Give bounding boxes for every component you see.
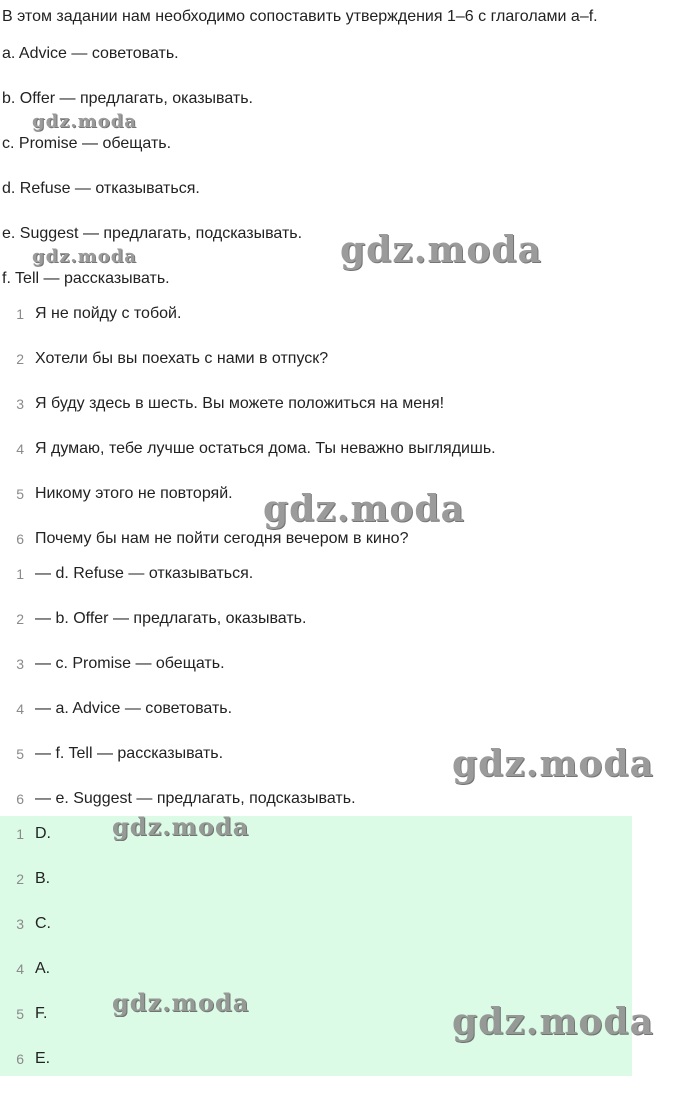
match-number: 3 <box>16 656 24 672</box>
statement-number: 3 <box>16 396 24 412</box>
match-number: 5 <box>16 746 24 762</box>
statement-number: 1 <box>16 306 24 322</box>
verb-item-d: d. Refuse — отказываться. <box>2 180 200 197</box>
watermark: gdz.moda <box>452 743 654 785</box>
answer-text: B. <box>35 870 51 887</box>
statement-text: Никому этого не повторяй. <box>35 485 233 502</box>
answer-text: C. <box>35 915 51 932</box>
verb-item-a: a. Advice — советовать. <box>2 45 179 62</box>
answer-number: 1 <box>16 826 24 842</box>
verb-item-f: f. Tell — рассказывать. <box>2 270 170 287</box>
answer-text: D. <box>35 825 51 842</box>
match-text: — d. Refuse — отказываться. <box>35 565 254 582</box>
statement-text: Я буду здесь в шесть. Вы можете положиться на меня! <box>35 395 445 412</box>
watermark: gdz.moda <box>112 812 250 841</box>
statement-number: 5 <box>16 486 24 502</box>
verb-item-c: c. Promise — обещать. <box>2 135 172 152</box>
watermark: gdz.moda <box>340 229 542 271</box>
answer-number: 4 <box>16 961 24 977</box>
statement-text: Я не пойду с тобой. <box>35 305 182 322</box>
answer-text: F. <box>35 1005 48 1022</box>
match-text: — c. Promise — обещать. <box>35 655 225 672</box>
watermark: gdz.moda <box>32 111 137 132</box>
answer-text: E. <box>35 1050 51 1067</box>
statement-text: Я думаю, тебе лучше остаться дома. Ты неважно выглядишь. <box>35 440 496 457</box>
statement-number: 6 <box>16 531 24 547</box>
match-number: 6 <box>16 791 24 807</box>
watermark: gdz.moda <box>112 988 250 1017</box>
match-text: — a. Advice — советовать. <box>35 700 233 717</box>
statement-text: Хотели бы вы поехать с нами в отпуск? <box>35 350 329 367</box>
watermark: gdz.moda <box>32 246 137 267</box>
answer-number: 5 <box>16 1006 24 1022</box>
answer-number: 2 <box>16 871 24 887</box>
statement-number: 2 <box>16 351 24 367</box>
match-text: — f. Tell — рассказывать. <box>35 745 224 762</box>
intro-text: В этом задании нам необходимо сопоставить утверждения 1–6 с глаголами a–f. <box>2 8 598 25</box>
answer-number: 3 <box>16 916 24 932</box>
statement-number: 4 <box>16 441 24 457</box>
verb-item-e: e. Suggest — предлагать, подсказывать. <box>2 225 303 242</box>
match-number: 1 <box>16 566 24 582</box>
match-number: 2 <box>16 611 24 627</box>
verb-item-b: b. Offer — предлагать, оказывать. <box>2 90 253 107</box>
statement-text: Почему бы нам не пойти сегодня вечером в кино? <box>35 530 409 547</box>
answer-number: 6 <box>16 1051 24 1067</box>
match-number: 4 <box>16 701 24 717</box>
match-text: — e. Suggest — предлагать, подсказывать. <box>35 790 356 807</box>
match-text: — b. Offer — предлагать, оказывать. <box>35 610 307 627</box>
watermark: gdz.moda <box>263 488 465 530</box>
watermark: gdz.moda <box>452 1001 654 1043</box>
answer-text: A. <box>35 960 51 977</box>
